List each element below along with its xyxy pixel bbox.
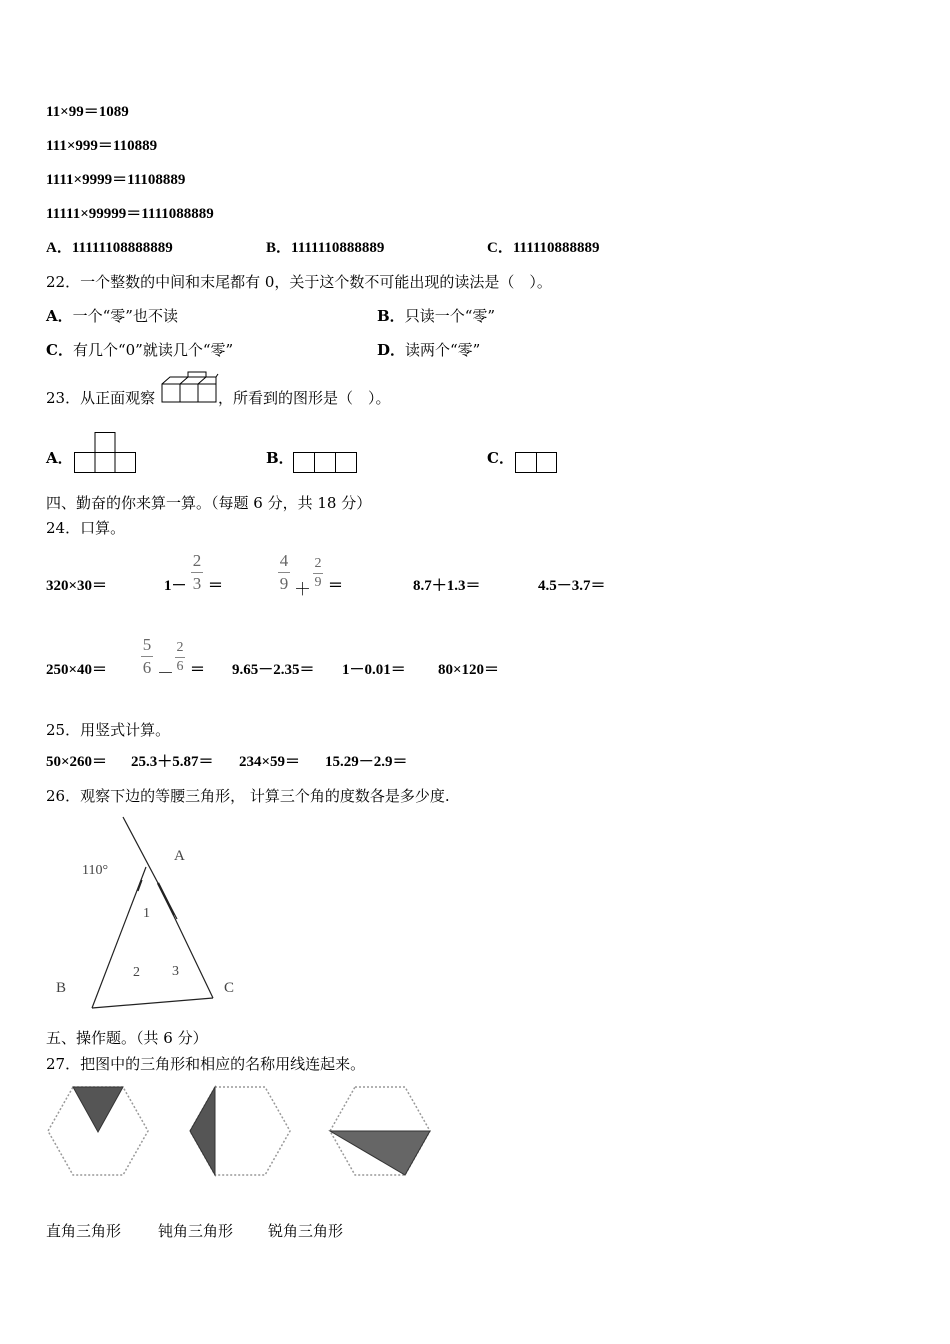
q22-option-a[interactable]	[46, 306, 178, 326]
vertical-calc-4: 15.29－2.9＝	[325, 754, 408, 770]
option-letter: C．	[487, 240, 513, 256]
calc-80x120: 80×120＝	[438, 662, 500, 678]
pattern-line-2: 111×999＝110889	[46, 138, 158, 154]
denominator: 9	[279, 574, 289, 593]
isosceles-triangle-figure	[50, 815, 250, 1015]
section-4-title: 四、勤奋的你来算一算。（每题 6 分，共 18 分）	[46, 494, 372, 512]
numerator: 2	[314, 556, 322, 571]
q22-option-c[interactable]	[46, 340, 233, 360]
option-text: 只读一个“零”	[404, 307, 496, 325]
vertex-c-label: C	[224, 980, 235, 996]
option-letter: B．	[266, 240, 292, 256]
calc-1-minus-0.01: 1－0.01＝	[342, 662, 406, 678]
calc-4.5-minus-3.7: 4.5－3.7＝	[538, 578, 606, 594]
q23-stem-after: ，所看到的图形是（ ）。	[218, 389, 391, 407]
fraction-2-3	[191, 552, 203, 593]
q22-stem: 22．一个整数的中间和末尾都有 0，关于这个数不可能出现的读法是（ ）。	[46, 273, 552, 291]
denominator: 3	[192, 574, 202, 593]
option-letter: A．	[46, 307, 73, 325]
denominator: 6	[176, 659, 184, 674]
calc-320x30: 320×30＝	[46, 578, 108, 594]
option-text: 11111108888889	[71, 240, 173, 256]
minus-sign: －	[157, 664, 174, 683]
vertical-calc-1: 50×260＝	[46, 754, 108, 770]
option-text: 1111110888889	[291, 240, 385, 256]
vertex-b-label: B	[56, 980, 67, 996]
q27-title: 27．把图中的三角形和相应的名称用线连起来。	[46, 1055, 366, 1073]
numerator: 5	[142, 635, 152, 654]
hexagon-obtuse-triangle[interactable]	[328, 1085, 432, 1177]
pattern-line-4: 11111×99999＝1111088889	[46, 206, 214, 222]
fraction-bar	[191, 572, 203, 573]
section-5-title: 五、操作题。（共 6 分）	[46, 1029, 208, 1047]
equals: ＝	[208, 578, 224, 594]
plus-sign: ＋	[294, 580, 311, 599]
angle-1-label: 1	[143, 906, 150, 921]
numerator: 4	[279, 551, 289, 570]
calc-1-minus-prefix: 1－	[164, 578, 187, 594]
q23-option-c-figure[interactable]	[515, 452, 559, 474]
fraction-bar	[141, 656, 153, 657]
option-letter: D．	[377, 341, 406, 359]
name-right-triangle[interactable]: 直角三角形	[46, 1222, 122, 1240]
denominator: 6	[142, 658, 152, 677]
fraction-bar	[278, 572, 290, 573]
q22-option-d[interactable]	[377, 340, 480, 360]
option-letter: A．	[46, 240, 72, 256]
q24-title: 24．口算。	[46, 519, 126, 537]
q22-option-b[interactable]	[377, 306, 495, 326]
fraction-bar	[175, 657, 185, 658]
pattern-line-3: 1111×9999＝11108889	[46, 172, 186, 188]
option-text: 读两个“零”	[405, 341, 481, 359]
q21-option-a[interactable]	[46, 238, 173, 258]
name-obtuse-triangle[interactable]: 钝角三角形	[158, 1222, 234, 1240]
option-text: 一个“零”也不读	[72, 307, 178, 325]
numerator: 2	[176, 640, 184, 655]
q23-stem-before: 23．从正面观察	[46, 389, 156, 407]
option-letter: B．	[377, 307, 405, 325]
hexagon-right-triangle[interactable]	[188, 1085, 292, 1177]
denominator: 9	[314, 575, 322, 590]
option-text: 111110888889	[512, 240, 600, 256]
angle-2-label: 2	[133, 965, 140, 980]
q25-title: 25．用竖式计算。	[46, 721, 171, 739]
vertical-calc-3: 234×59＝	[239, 754, 301, 770]
angle-3-label: 3	[172, 964, 179, 979]
q23-option-b-letter[interactable]: B．	[266, 449, 294, 467]
q23-option-c-letter[interactable]: C．	[487, 449, 514, 467]
angle-110-label: 110°	[82, 863, 109, 878]
q21-option-c[interactable]	[487, 238, 600, 258]
calc-8.7-plus-1.3: 8.7＋1.3＝	[413, 578, 481, 594]
vertical-calc-2: 25.3＋5.87＝	[131, 754, 214, 770]
equals: ＝	[190, 662, 206, 678]
cube-stack-figure	[160, 372, 220, 404]
equals: ＝	[328, 578, 344, 594]
pattern-line-1: 11×99＝1089	[46, 104, 129, 120]
vertex-a-label: A	[174, 848, 185, 864]
option-text: 有几个“0”就读几个“零”	[72, 341, 234, 359]
fraction-5-6	[141, 636, 153, 677]
option-letter: C．	[46, 341, 73, 359]
q23-option-a-figure[interactable]	[74, 432, 138, 474]
q26-stem: 26．观察下边的等腰三角形， 计算三个角的度数各是多少度.	[46, 787, 450, 805]
q23-option-b-figure[interactable]	[293, 452, 359, 474]
q21-option-b[interactable]	[266, 238, 384, 258]
calc-9.65-minus-2.35: 9.65－2.35＝	[232, 662, 315, 678]
numerator: 2	[192, 551, 202, 570]
fraction-bar	[313, 573, 323, 574]
fraction-2-6	[175, 641, 185, 674]
q23-option-a-letter[interactable]: A．	[46, 449, 73, 467]
fraction-4-9	[278, 552, 290, 593]
calc-250x40: 250×40＝	[46, 662, 108, 678]
hexagon-acute-triangle[interactable]	[46, 1085, 150, 1177]
name-acute-triangle[interactable]: 锐角三角形	[268, 1222, 344, 1240]
fraction-2-9	[313, 557, 323, 590]
